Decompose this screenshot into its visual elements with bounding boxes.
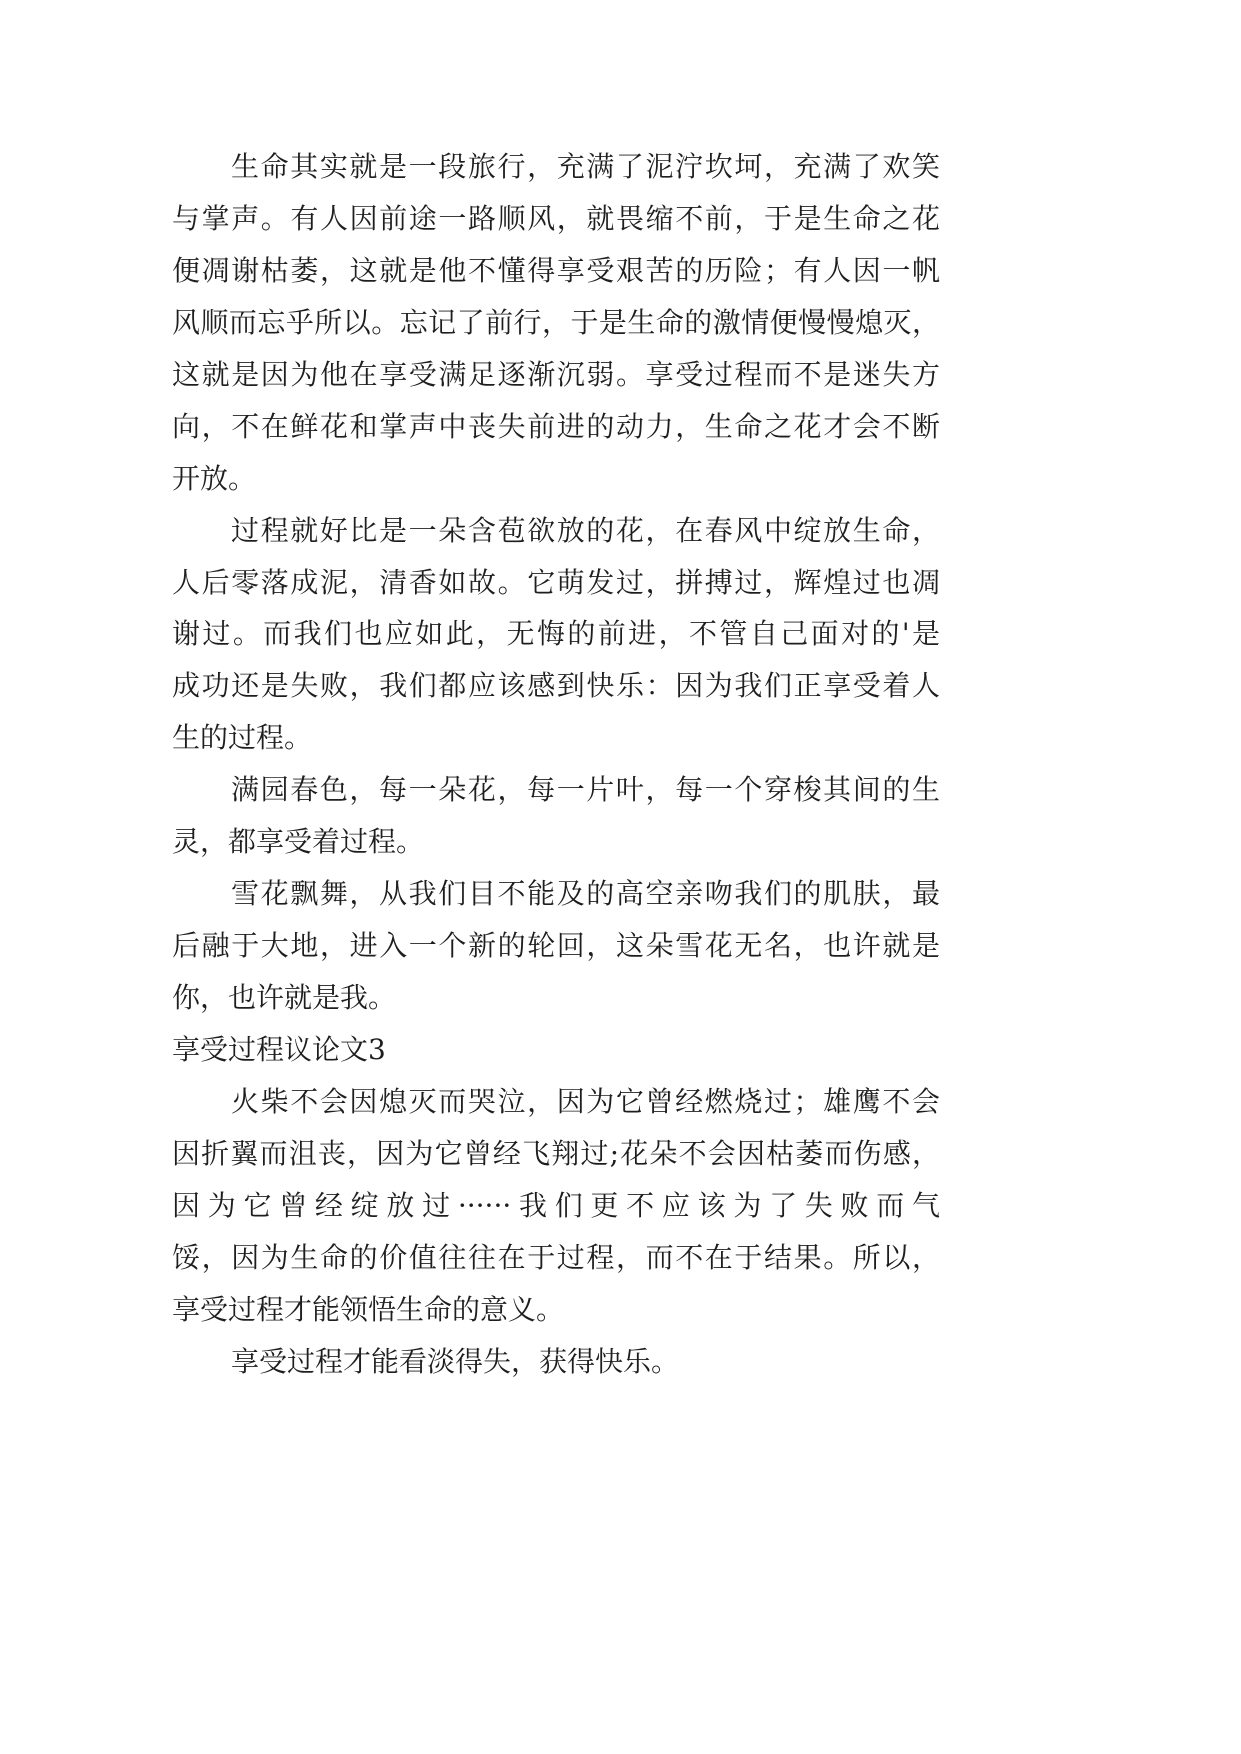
paragraph [172, 868, 940, 1024]
paragraph-line: 成功还是失败，我们都应该感到快乐：因为我们正享受着人 [172, 669, 940, 703]
paragraph-line: 馁，因为生命的价值往往在于过程，而不在于结果。所以， [172, 1240, 940, 1274]
paragraph-line: 过程就好比是一朵含苞欲放的花，在春风中绽放生命， [231, 513, 940, 547]
paragraph-line: 谢过。而我们也应如此，无悔的前进，不管自己面对的'是 [172, 617, 940, 651]
document-body [172, 141, 940, 1388]
paragraph-line: 雪花飘舞，从我们目不能及的高空亲吻我们的肌肤，最 [231, 877, 940, 911]
paragraph-line: 你，也许就是我。 [172, 981, 397, 1014]
paragraph-line: 后融于大地，进入一个新的轮回，这朵雪花无名，也许就是 [172, 929, 940, 963]
paragraph-line: 便凋谢枯萎，这就是他不懂得享受艰苦的历险；有人因一帆 [172, 253, 940, 287]
paragraph-line: 享受过程才能看淡得失，获得快乐。 [231, 1344, 680, 1378]
paragraph-line: 满园春色，每一朵花，每一片叶，每一个穿梭其间的生 [231, 773, 940, 807]
paragraph-line: 火柴不会因熄灭而哭泣，因为它曾经燃烧过；雄鹰不会 [231, 1084, 940, 1118]
paragraph-line: 这就是因为他在享受满足逐渐沉弱。享受过程而不是迷失方 [172, 357, 940, 391]
paragraph-line: 生命其实就是一段旅行，充满了泥泞坎坷，充满了欢笑 [231, 150, 940, 183]
paragraph-line: 因为它曾经绽放过······我们更不应该为了失败而气 [172, 1188, 940, 1222]
section-heading: 享受过程议论文3 [172, 1032, 386, 1066]
paragraph-line: 人后零落成泥，清香如故。它萌发过，拼搏过，辉煌过也凋 [172, 565, 940, 599]
paragraph-line: 享受过程才能领悟生命的意义。 [172, 1292, 565, 1326]
paragraph-line: 与掌声。有人因前途一路顺风，就畏缩不前，于是生命之花 [172, 201, 940, 235]
paragraph [172, 1336, 940, 1388]
paragraph-line: 生的过程。 [172, 721, 313, 755]
paragraph [172, 1076, 940, 1336]
paragraph-line: 因折翼而沮丧，因为它曾经飞翔过;花朵不会因枯萎而伤感， [172, 1136, 940, 1170]
paragraph [172, 505, 940, 765]
paragraph [172, 141, 940, 505]
paragraph [172, 764, 940, 868]
paragraph-line: 灵，都享受着过程。 [172, 825, 425, 859]
paragraph-line: 向，不在鲜花和掌声中丧失前进的动力，生命之花才会不断 [172, 409, 940, 443]
paragraph-line: 开放。 [172, 461, 257, 495]
paragraph-line: 风顺而忘乎所以。忘记了前行，于是生命的激情便慢慢熄灭， [172, 305, 940, 339]
